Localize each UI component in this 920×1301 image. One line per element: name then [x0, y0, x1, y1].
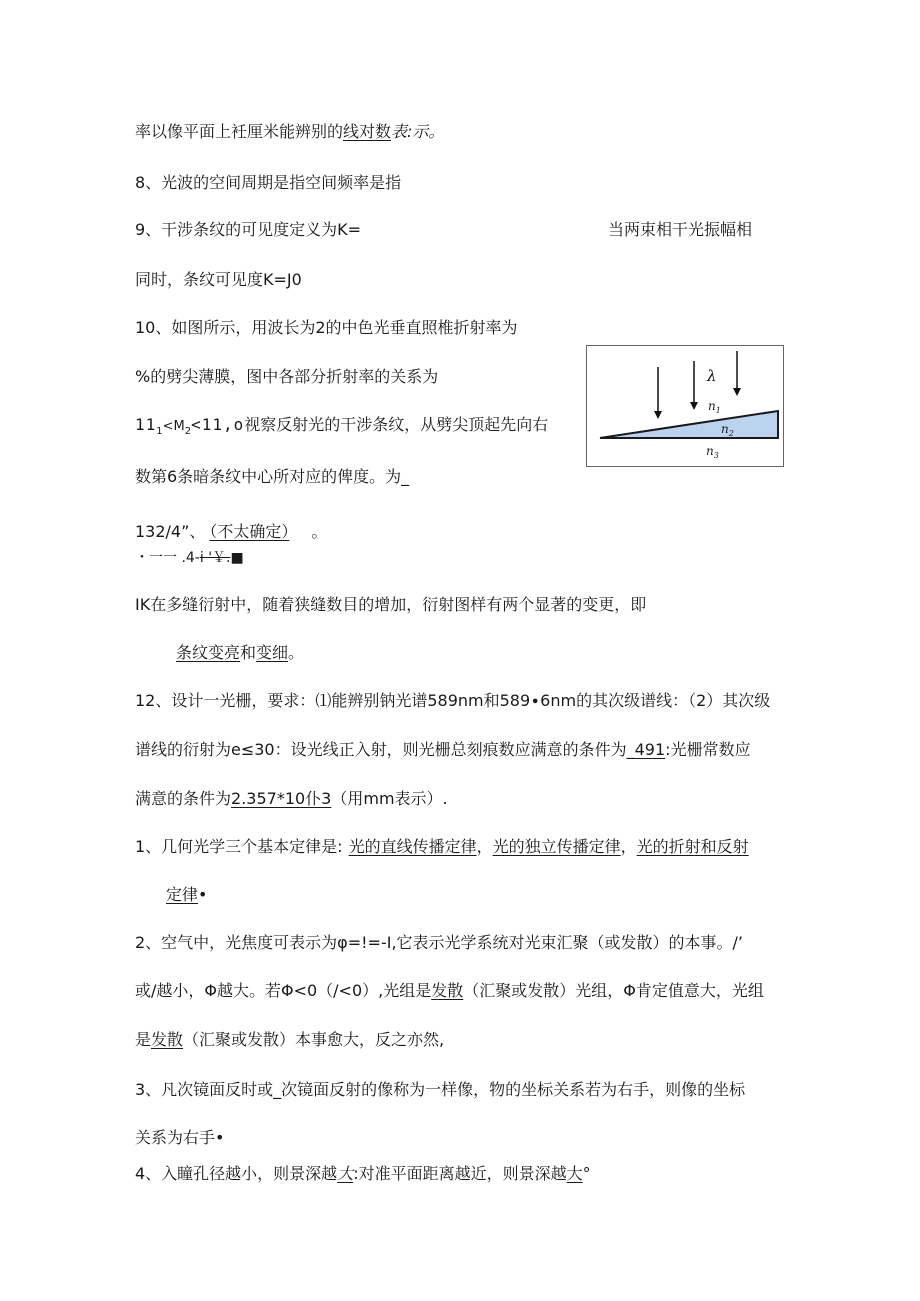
- question-10-line-4: [135, 466, 409, 488]
- question-10-line-1: [135, 317, 518, 339]
- geo-question-3-line-1: [135, 1079, 745, 1101]
- lambda-label: λ: [707, 367, 717, 385]
- text: i '￥.: [199, 550, 231, 566]
- text: <11,o: [191, 415, 245, 434]
- text: （汇聚或发散）本事愈大，反之亦然,: [183, 1030, 445, 1049]
- question-9-line-1-right: [608, 219, 752, 241]
- answer-underline: 光的直线传播定律: [348, 837, 477, 856]
- text: <M: [162, 419, 185, 434]
- n1-label: $n_1$: [708, 399, 721, 415]
- text: :光栅常数应: [665, 740, 751, 759]
- question-10-line-3: [135, 414, 548, 443]
- answer-underline: 定律: [166, 885, 199, 904]
- text: 是: [135, 1030, 152, 1049]
- answer-underline: 变细: [256, 643, 289, 662]
- question-8: [135, 172, 401, 194]
- question-10-line-2: [135, 366, 438, 388]
- paragraph-line-7: [135, 121, 444, 143]
- answer-underline: 线对数: [343, 122, 392, 141]
- answer-underline: 491: [634, 740, 666, 759]
- answer-underline: 光的折射和反射: [636, 837, 749, 856]
- subscript: 1: [156, 426, 163, 438]
- text: 同时，条纹可见度K=J0: [135, 270, 302, 289]
- geo-question-3-line-2: [135, 1127, 224, 1149]
- answer-underline: 光的独立传播定律: [492, 837, 621, 856]
- geo-question-2-line-3: [135, 1029, 444, 1051]
- answer-underline: 大: [337, 1164, 354, 1183]
- n2-label: $n_2$: [721, 422, 734, 438]
- text: IK在多缝衍射中，随着狭缝数目的增加，衍射图样有两个显著的变更，即: [135, 595, 647, 614]
- text: 11: [135, 415, 157, 434]
- answer-underline: 条纹变亮: [176, 643, 241, 662]
- text: 视察反射光的干涉条纹，从劈尖顶起先向右: [244, 415, 549, 434]
- text: 12、设计一光栅，要求：⑴能辨别钠光谱589nm和589∙6nm的其次级谱线：（2）其次级: [135, 691, 771, 710]
- text: 满意的条件为: [135, 789, 232, 808]
- question-12-line-2: [135, 739, 751, 761]
- text: 谱线的衍射为e≤30：设光线正入射，则光栅总刻痕数应满意的条件为_: [135, 740, 635, 759]
- n3-label: $n_3$: [706, 444, 719, 460]
- text: 。: [288, 643, 305, 662]
- text: 1、几何光学三个基本定律是:: [135, 837, 343, 856]
- question-9-line-2: [135, 269, 302, 291]
- text: 数第6条暗条纹中心所对应的俾度。为_: [135, 467, 410, 486]
- answer-underline: （不太确定）: [209, 522, 290, 541]
- text: 当两束相干光振幅相: [608, 220, 753, 239]
- text: 10、如图所示，用波长为2的中色光垂直照椎折射率为: [135, 318, 518, 337]
- noise-line: [135, 547, 244, 569]
- text: 2、空气中，光焦度可表示为φ=!=-I,它表示光学系统对光束汇聚（或发散）的本事。/’: [135, 933, 744, 952]
- text: :对准平面距离越近，则景深越: [353, 1164, 567, 1183]
- text: 关系为右手•: [135, 1128, 225, 1147]
- text: ・一一 .4-: [135, 550, 200, 566]
- question-12-line-1: [135, 690, 770, 712]
- text: %的劈尖薄膜，图中各部分折射率的关系为: [135, 367, 439, 386]
- question-11-line-1: [135, 594, 646, 616]
- text: 132/4”、: [135, 522, 206, 541]
- text: （用mm表示）.: [331, 789, 448, 808]
- question-9-line-1: [135, 219, 361, 241]
- geo-question-2-line-2: [135, 980, 764, 1002]
- text: 率以像平面上衽厘米能辨别的: [135, 122, 344, 141]
- geo-question-2-line-1: [135, 932, 743, 954]
- text: •: [198, 885, 208, 904]
- text: 4、入瞳孔径越小，则景深越: [135, 1164, 338, 1183]
- geo-question-4: [135, 1163, 591, 1185]
- wedge-figure: [586, 345, 784, 467]
- text: ，: [476, 837, 493, 856]
- question-10-answer: [135, 521, 327, 543]
- text: （汇聚或发散）光组，Φ肯定值意大，光组: [463, 981, 764, 1000]
- text: ，: [620, 837, 637, 856]
- text: 8、光波的空间周期是指空间频率是指: [135, 173, 402, 192]
- geo-question-1-line-1: [135, 836, 749, 858]
- geo-question-1-line-2: [166, 884, 207, 906]
- answer-underline: 发散: [431, 981, 464, 1000]
- text: ■: [230, 550, 244, 566]
- text: °: [582, 1164, 591, 1183]
- text: 9、干涉条纹的可见度定义为K=: [135, 220, 362, 239]
- answer-underline: 发散: [151, 1030, 184, 1049]
- text: 。: [311, 522, 328, 541]
- text: 表:示。: [391, 122, 445, 141]
- answer-underline: 大: [566, 1164, 583, 1183]
- question-12-line-3: [135, 788, 448, 810]
- subscript: 2: [184, 426, 192, 438]
- answer-underline: 2.357*10仆3: [231, 789, 332, 808]
- figure-frame: [587, 346, 784, 467]
- text: 和: [240, 643, 257, 662]
- text: 3、凡次镜面反时或_次镜面反射的像称为一样像，物的坐标关系若为右手，则像的坐标: [135, 1080, 746, 1099]
- text: 或/越小，Φ越大。若Φ<0（/<0）,光组是: [135, 981, 432, 1000]
- question-11-line-2: [176, 642, 304, 664]
